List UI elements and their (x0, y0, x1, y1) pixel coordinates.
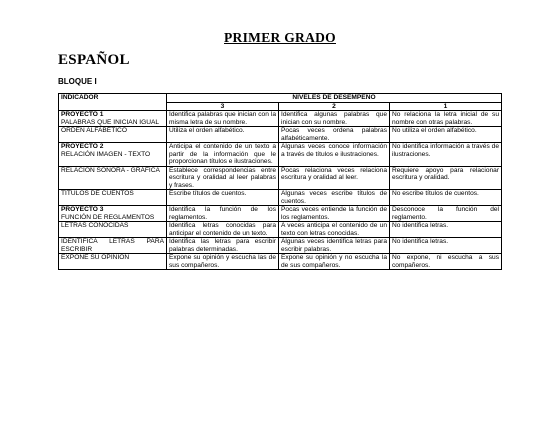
level-2-descriptor: Pocas relaciona veces relaciona escritura y oralidad al leer. (279, 166, 390, 190)
table-row (59, 254, 502, 270)
indicator-header: INDICADOR (59, 94, 167, 111)
table-header-row (59, 94, 502, 103)
indicator-label: RELACIÓN IMAGEN - TEXTO (61, 150, 151, 158)
indicator-cell (59, 206, 167, 222)
level-3-descriptor: Utiliza el orden alfabético. (167, 127, 279, 143)
level-2-header: 2 (279, 102, 390, 111)
indicator-cell (59, 127, 167, 143)
table-row (59, 222, 502, 238)
project-label: PROYECTO 1 (61, 111, 104, 118)
level-3-descriptor: Identifica las letras para escribir palabras determinadas. (167, 238, 279, 254)
level-1-descriptor: Desconoce la función del reglamento. (390, 206, 502, 222)
level-1-descriptor: No escribe títulos de cuentos. (390, 190, 502, 206)
level-2-descriptor: Expone su opinión y no escucha la de sus compañeros. (279, 254, 390, 270)
level-1-descriptor: No relaciona la letra inicial de su nombre con otras palabras. (390, 111, 502, 127)
indicator-cell (59, 143, 167, 167)
indicator-label: ORDEN ALFABÉTICO (61, 127, 127, 134)
table-row (59, 143, 502, 167)
level-2-descriptor: Algunas veces escribe títulos de cuentos. (279, 190, 390, 206)
indicator-label: PALABRAS QUE INICIAN IGUAL (61, 118, 160, 126)
project-label: PROYECTO 3 (61, 206, 104, 213)
block-heading: BLOQUE I (58, 77, 97, 86)
level-2-descriptor: Algunas veces conoce información a través de títulos e ilustraciones. (279, 143, 390, 167)
indicator-cell (59, 190, 167, 206)
level-3-descriptor: Identifica letras conocidas para anticipar el contenido de un texto. (167, 222, 279, 238)
level-3-descriptor: Expone su opinión y escucha las de sus compañeros. (167, 254, 279, 270)
table-row (59, 206, 502, 222)
level-3-descriptor: Escribe títulos de cuentos. (167, 190, 279, 206)
table-row (59, 166, 502, 190)
level-2-descriptor: Pocas veces ordena palabras alfabéticamente. (279, 127, 390, 143)
level-3-header: 3 (167, 102, 279, 111)
project-label: PROYECTO 2 (61, 143, 104, 150)
rubric-table (58, 93, 502, 270)
level-1-descriptor: Requiere apoyo para relacionar escritura y oralidad. (390, 166, 502, 190)
indicator-cell (59, 111, 167, 127)
level-1-descriptor: No utiliza el orden alfabético. (390, 127, 502, 143)
table-row (59, 238, 502, 254)
table-row (59, 127, 502, 143)
level-1-descriptor: No identifica letras. (390, 238, 502, 254)
level-2-descriptor: A veces anticipa el contenido de un texto con letras conocidas. (279, 222, 390, 238)
subject-heading: ESPAÑOL (58, 52, 130, 68)
level-3-descriptor: Identifica palabras que inician con la misma letra de su nombre. (167, 111, 279, 127)
indicator-label: TÍTULOS DE CUENTOS (61, 190, 134, 197)
level-2-descriptor: Identifica algunas palabras que inician con su nombre. (279, 111, 390, 127)
table-row (59, 190, 502, 206)
levels-header: NIVELES DE DESEMPEÑO (167, 94, 502, 103)
level-3-descriptor: Anticipa el contenido de un texto a partir de la información que le proporcionan títulos e ilustraciones. (167, 143, 279, 167)
indicator-cell (59, 238, 167, 254)
indicator-label: EXPONE SU OPINIÓN (61, 254, 130, 261)
indicator-label: IDENTIFICA LETRAS PARA ESCRIBIR (61, 238, 164, 253)
level-3-descriptor: Establece correspondencias entre escritura y oralidad al leer palabras y frases. (167, 166, 279, 190)
indicator-cell (59, 254, 167, 270)
indicator-cell (59, 166, 167, 190)
level-3-descriptor: Identifica la función de los reglamentos. (167, 206, 279, 222)
level-1-descriptor: No identifica información a través de ilustraciones. (390, 143, 502, 167)
indicator-cell (59, 222, 167, 238)
level-2-descriptor: Pocas veces entiende la función de los reglamentos. (279, 206, 390, 222)
level-1-header: 1 (390, 102, 502, 111)
page-title: PRIMER GRADO (224, 30, 336, 45)
indicator-label: LETRAS CONOCIDAS (61, 222, 129, 229)
level-1-descriptor: No identifica letras. (390, 222, 502, 238)
table-row (59, 111, 502, 127)
indicator-label: RELACIÓN SONORA - GRÁFICA (61, 166, 160, 174)
level-1-descriptor: No expone, ni escucha a sus compañeros. (390, 254, 502, 270)
level-2-descriptor: Algunas veces identifica letras para escribir palabras. (279, 238, 390, 254)
indicator-label: FUNCIÓN DE REGLAMENTOS (61, 213, 155, 221)
